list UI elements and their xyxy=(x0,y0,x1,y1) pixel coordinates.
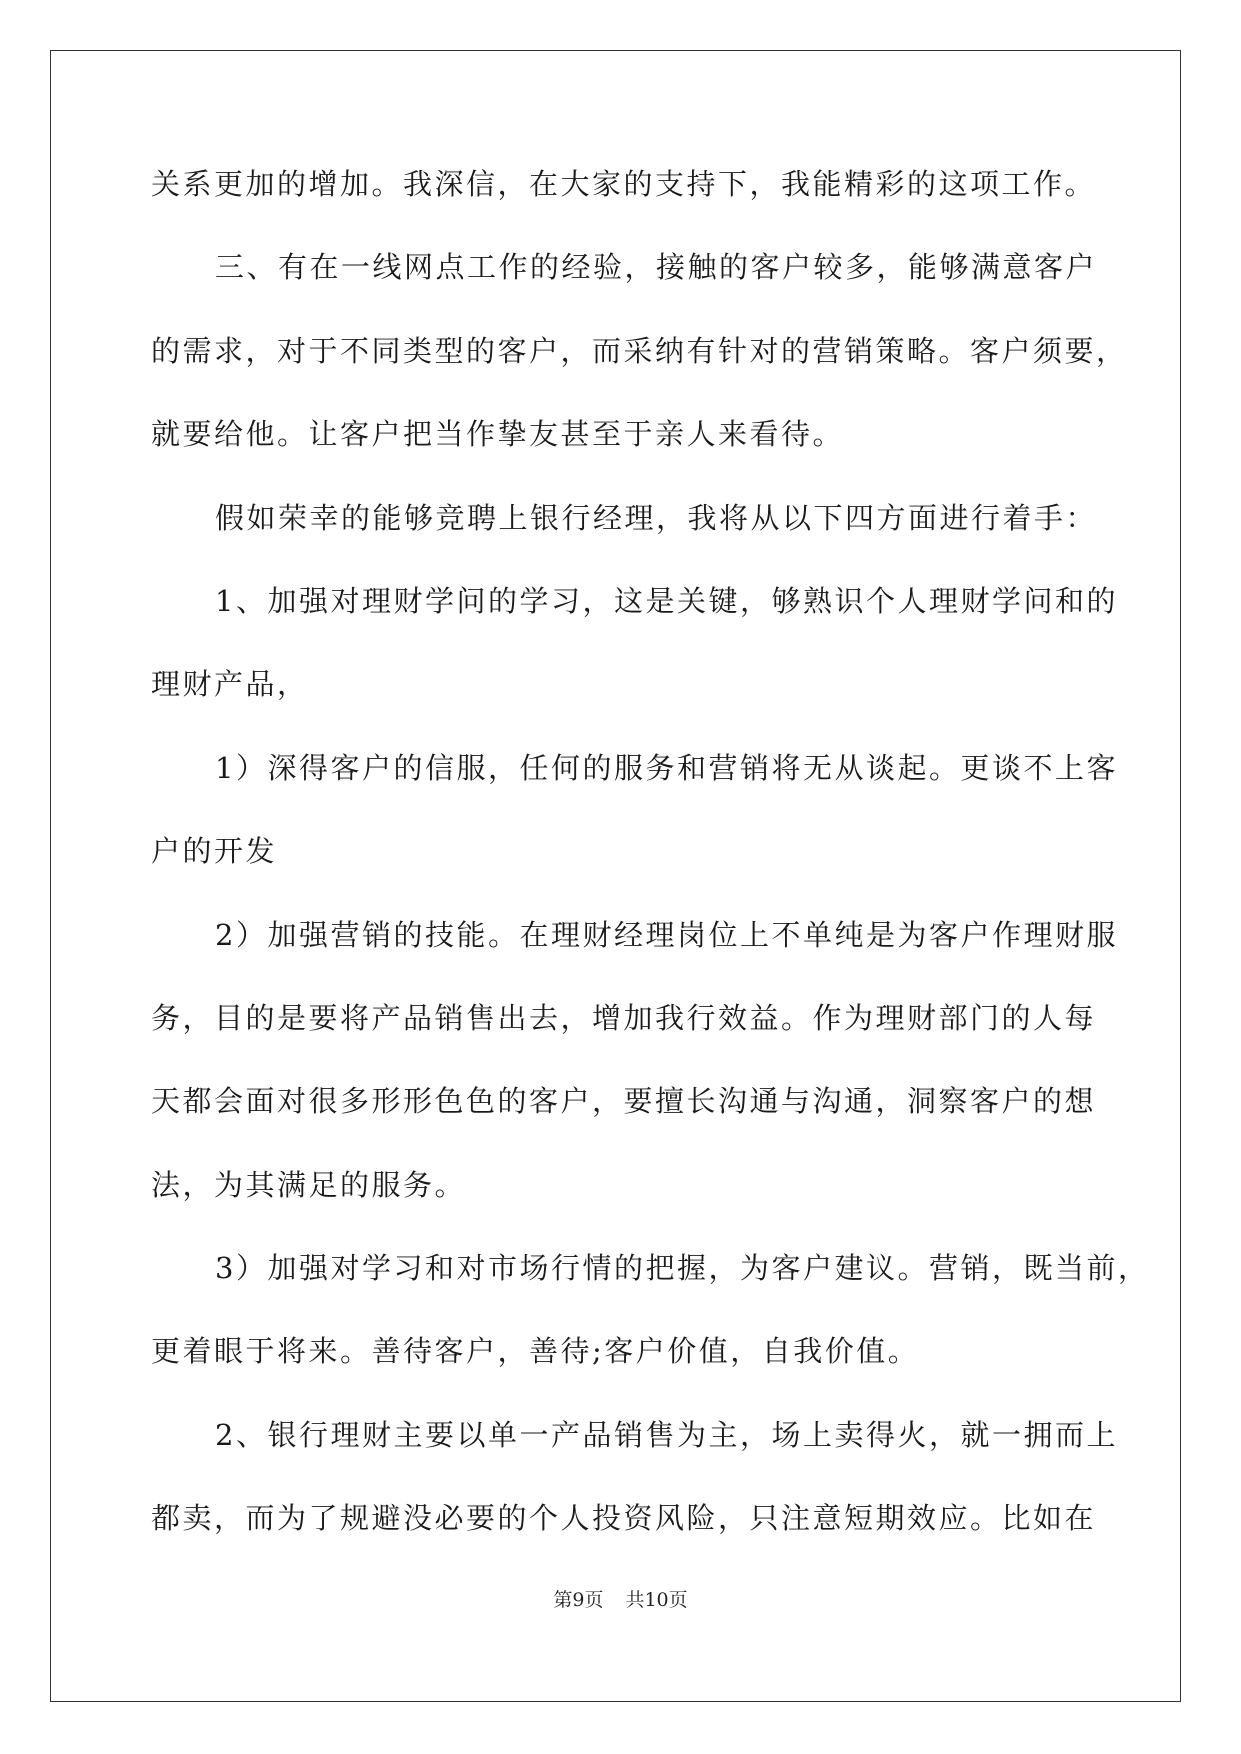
text-line: 天都会面对很多形形色色的客户，要擅长沟通与沟通，洞察客户的想 xyxy=(151,1084,1097,1119)
text-line: 3）加强对学习和对市场行情的把握，为客户建议。营销，既当前， xyxy=(215,1251,1150,1286)
text-line: 1、加强对理财学问的学习，这是关键，够熟识个人理财学问和的 xyxy=(215,583,1118,618)
document-body xyxy=(151,164,1150,1582)
text-line: 2）加强营销的技能。在理财经理岗位上不单纯是为客户作理财服 xyxy=(215,917,1118,952)
text-line: 假如荣幸的能够竞聘上银行经理，我将从以下四方面进行着手： xyxy=(215,500,1098,535)
text-line: 理财产品， xyxy=(151,667,309,702)
text-line: 1）深得客户的信服，任何的服务和营销将无从谈起。更谈不上客 xyxy=(215,750,1118,785)
text-line: 就要给他。让客户把当作挚友甚至于亲人来看待。 xyxy=(151,417,845,452)
text-line: 关系更加的增加。我深信，在大家的支持下，我能精彩的这项工作。 xyxy=(151,167,1097,201)
text-line: 务，目的是要将产品销售出去，增加我行效益。作为理财部门的人每 xyxy=(151,1000,1097,1035)
page-total: 共10页 xyxy=(625,1589,688,1611)
text-line: 更着眼于将来。善待客户，善待;客户价值，自我价值。 xyxy=(151,1334,920,1369)
text-line: 三、有在一线网点工作的经验，接触的客户较多，能够满意客户 xyxy=(215,250,1098,285)
text-line: 的需求，对于不同类型的客户，而采纳有针对的营销策略。客户须要， xyxy=(151,333,1128,368)
page-number: 第9页 xyxy=(553,1589,604,1611)
text-line: 都卖，而为了规避没必要的个人投资风险，只注意短期效应。比如在 xyxy=(151,1501,1097,1536)
text-line: 2、银行理财主要以单一产品销售为主，场上卖得火，就一拥而上 xyxy=(215,1417,1118,1452)
text-line: 户的开发 xyxy=(151,834,278,869)
text-line: 法，为其满足的服务。 xyxy=(151,1167,467,1202)
page-footer xyxy=(0,1588,1241,1612)
